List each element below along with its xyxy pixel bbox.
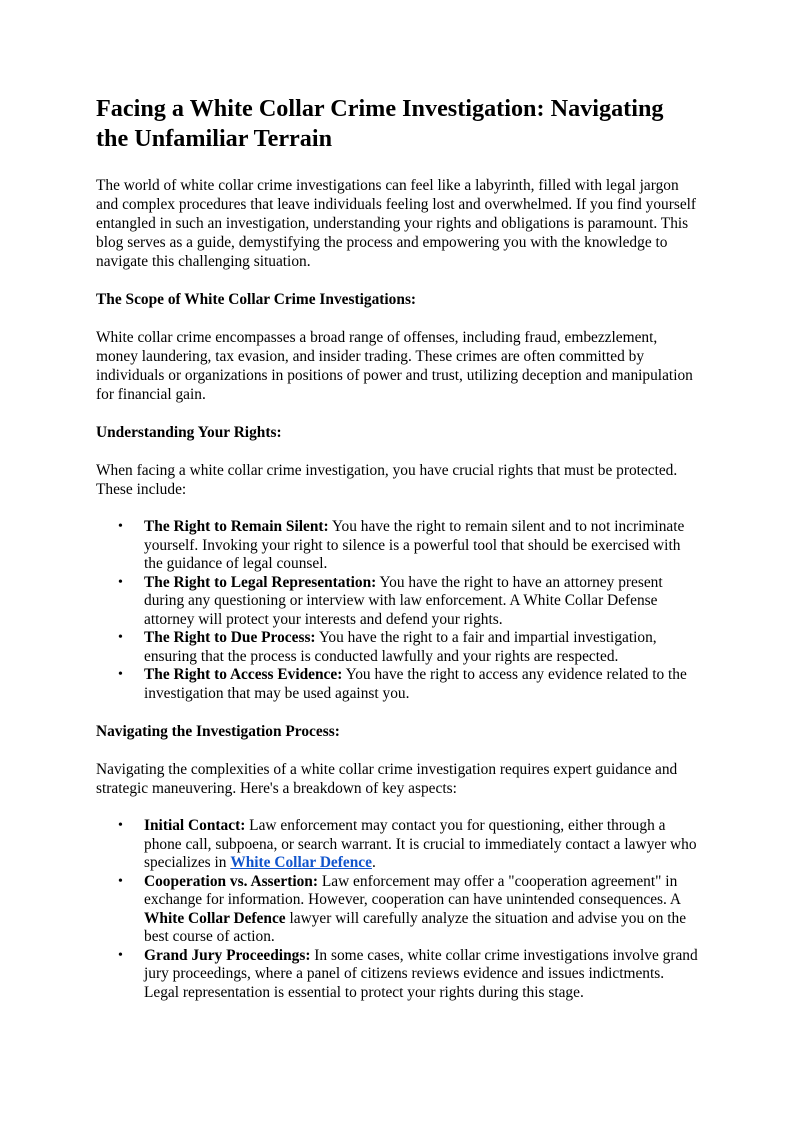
list-item-text: Law enforcement may contact you for questioning, either through a phone call, subpoena, or search warrant. It is crucial to immediately contact a lawyer who specializes in [144,817,697,871]
rights-heading: Understanding Your Rights: [96,424,282,441]
list-item [118,666,698,703]
list-item-term: Initial Contact: [144,817,246,834]
white-collar-defence-link[interactable]: White Collar Defence [230,854,372,871]
list-item [118,573,698,630]
scope-heading: The Scope of White Collar Crime Investigations: [96,291,417,308]
bullet-icon: • [118,947,123,963]
list-item [118,518,698,574]
list-item [118,872,698,947]
process-paragraph: Navigating the complexities of a white collar crime investigation requires expert guidance and strategic maneuvering. Here's a breakdown of key aspects: [96,761,678,797]
rights-list [96,518,698,703]
list-item-text-end: lawyer will carefully analyze the situation and advise you on the best course of action. [144,909,687,945]
bullet-icon: • [118,630,123,645]
page-title: Facing a White Collar Crime Investigation: Navigating the Unfamiliar Terrain [96,95,664,152]
list-item-text-end: . [371,854,376,871]
list-item-bold-phrase: White Collar Defence [144,909,286,927]
list-item-term: The Right to Legal Representation: [144,573,377,591]
bullet-icon: • [118,667,123,682]
bullet-icon: • [118,519,123,534]
list-item-text: You have the right to have an attorney present during any questioning or interview with law enforcement. A White Collar Defense attorney will protect your interests and defend your rights. [144,573,663,628]
list-item-text: You have the right to access any evidence related to the investigation that may be used against you. [144,666,687,702]
list-item-term: Cooperation vs. Assertion: [144,872,318,890]
intro-paragraph: The world of white collar crime investigations can feel like a labyrinth, filled with legal jargon and complex procedures that leave individuals feeling lost and overwhelmed. If you find yourself entangled in such an investigation, understanding your rights and obligations is paramount. This blog serves as a guide, demystifying the process and empowering you with the knowledge to navigate this challenging situation. [96,177,697,270]
process-heading: Navigating the Investigation Process: [96,723,340,740]
list-item-term: The Right to Due Process: [144,629,316,646]
bullet-icon: • [118,873,123,889]
list-item-text: You have the right to a fair and impartial investigation, ensuring that the process is conducted lawfully and your rights are respected. [144,629,657,665]
list-item-text: In some cases, white collar crime investigations involve grand jury proceedings, where a panel of citizens reviews evidence and issues indictments. Legal representation is essential to protect your rights during this stage. [144,946,698,1001]
list-item [118,817,698,873]
process-list [96,817,698,1002]
list-item-text: You have the right to remain silent and to not incriminate yourself. Invoking your right to silence is a powerful tool that should be exercised with the guidance of legal counsel. [144,518,685,572]
list-item-term: The Right to Remain Silent: [144,518,329,535]
bullet-icon: • [118,818,123,833]
list-item-term: The Right to Access Evidence: [144,666,343,683]
list-item [118,629,698,666]
bullet-icon: • [118,574,123,590]
list-item-text: Law enforcement may offer a "cooperation agreement" in exchange for information. However, cooperation can have unintended consequences. A [144,872,681,908]
rights-paragraph: When facing a white collar crime investigation, you have crucial rights that must be protected. These include: [96,462,678,498]
list-item-term: Grand Jury Proceedings: [144,946,311,964]
list-item [118,946,698,1003]
scope-paragraph: White collar crime encompasses a broad range of offenses, including fraud, embezzlement, money laundering, tax evasion, and insider trading. These crimes are often committed by individuals or organizations in positions of power and trust, utilizing deception and manipulation for financial gain. [96,329,693,403]
